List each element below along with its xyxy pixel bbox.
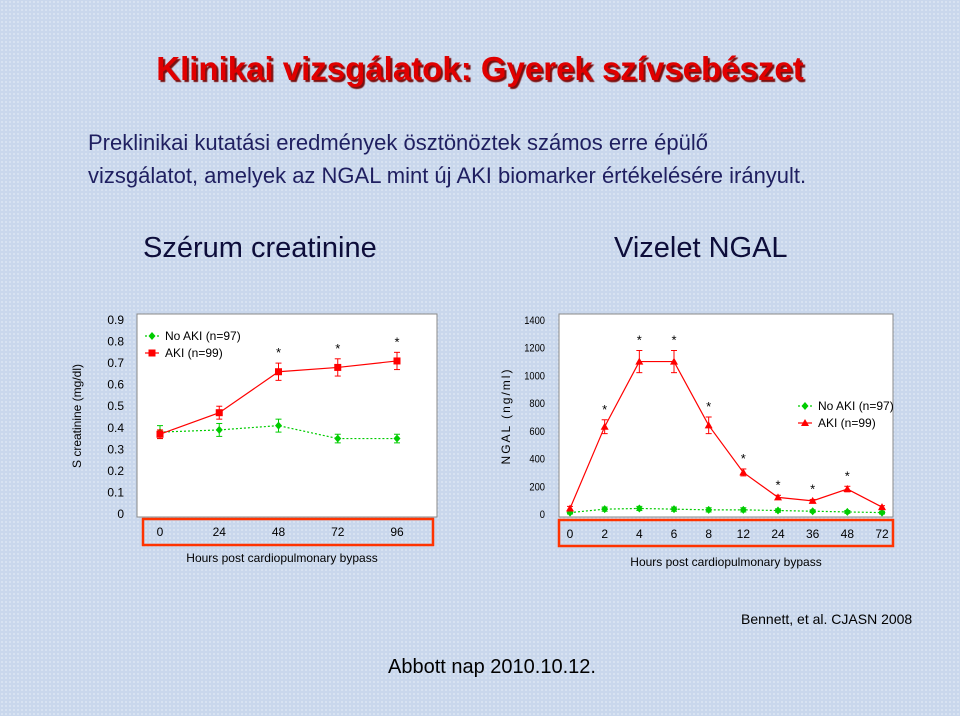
y-tick-label: 1400 [524, 315, 545, 328]
y-tick-label: 0.8 [107, 334, 124, 349]
data-point [334, 364, 341, 371]
x-tick-labels [157, 525, 404, 539]
data-point [216, 409, 223, 416]
slide-title: Klinikai vizsgálatok: Gyerek szívsebészet [156, 50, 804, 87]
significance-marker: * [740, 450, 746, 466]
x-tick-label: 72 [875, 527, 889, 541]
y-tick-labels [107, 313, 124, 521]
y-tick-label: 0.7 [107, 356, 124, 371]
data-point [394, 357, 401, 364]
y-tick-label: 0 [117, 507, 124, 521]
y-tick-label: 800 [529, 398, 545, 411]
x-tick-label: 4 [635, 527, 643, 541]
significance-marker: * [394, 334, 400, 350]
x-tick-label: 36 [805, 527, 820, 541]
y-axis-label: NGAL (ng/ml) [499, 367, 513, 465]
ngal-panel-title: Vizelet NGAL [614, 232, 788, 264]
significance-marker: * [775, 477, 781, 493]
x-tick-label: 2 [601, 527, 609, 541]
y-tick-label: 0 [539, 509, 545, 522]
y-tick-label: 1000 [524, 370, 545, 383]
y-tick-label: 0.3 [107, 442, 124, 457]
significance-marker: * [275, 345, 282, 361]
y-tick-label: 600 [529, 426, 545, 439]
x-tick-label: 8 [705, 527, 713, 541]
citation: Bennett, et al. CJASN 2008 [741, 611, 913, 627]
x-tick-label: 0 [566, 527, 574, 541]
significance-marker: * [602, 401, 608, 417]
intro-line-1: Preklinikai kutatási eredmények ösztönöztek számos erre épülő [88, 130, 708, 155]
y-tick-label: 200 [529, 481, 545, 494]
creatinine-chart [60, 300, 455, 580]
legend-marker [149, 350, 156, 357]
creatinine-panel-title: Szérum creatinine [143, 232, 377, 264]
significance-marker: * [810, 481, 816, 497]
x-axis-label: Hours post cardiopulmonary bypass [630, 555, 822, 569]
y-tick-label: 0.6 [107, 377, 124, 392]
data-point [275, 368, 282, 375]
significance-marker: * [706, 399, 712, 414]
legend-label: AKI (n=99) [818, 416, 876, 430]
y-tick-label: 1200 [524, 343, 545, 355]
x-tick-label: 24 [212, 525, 226, 539]
y-tick-label: 0.9 [107, 313, 124, 327]
x-tick-label: 48 [271, 525, 286, 539]
y-tick-label: 400 [529, 453, 545, 466]
x-tick-label: 48 [840, 527, 855, 541]
y-tick-label: 0.2 [107, 463, 124, 478]
x-axis-label: Hours post cardiopulmonary bypass [186, 551, 378, 565]
significance-marker: * [671, 332, 677, 348]
x-tick-label: 24 [771, 527, 785, 541]
significance-marker: * [335, 340, 341, 356]
footer-date: Abbott nap 2010.10.12. [388, 656, 596, 678]
significance-marker: * [636, 332, 642, 348]
data-point [157, 431, 164, 438]
intro-line-2: vizsgálatot, amelyek az NGAL mint új AKI biomarker értékelésére irányult. [88, 163, 807, 188]
x-tick-label: 12 [736, 527, 751, 541]
y-tick-label: 0.4 [107, 420, 124, 435]
x-tick-label: 96 [390, 525, 404, 539]
ngal-chart [492, 300, 902, 580]
x-tick-labels [567, 527, 889, 541]
legend-label: AKI (n=99) [165, 346, 223, 360]
y-tick-label: 0.1 [107, 485, 124, 500]
y-tick-label: 0.5 [107, 399, 124, 414]
legend-label: No AKI (n=97) [818, 399, 894, 413]
x-tick-label: 0 [156, 525, 164, 539]
significance-marker: * [844, 468, 850, 484]
x-tick-label: 6 [670, 527, 678, 541]
intro-text [88, 126, 908, 192]
legend-label: No AKI (n=97) [165, 329, 241, 343]
plot-area [137, 314, 437, 517]
y-tick-labels [524, 315, 545, 521]
x-tick-label: 72 [331, 525, 345, 539]
y-axis-label: S creatinine (mg/dl) [70, 363, 84, 469]
